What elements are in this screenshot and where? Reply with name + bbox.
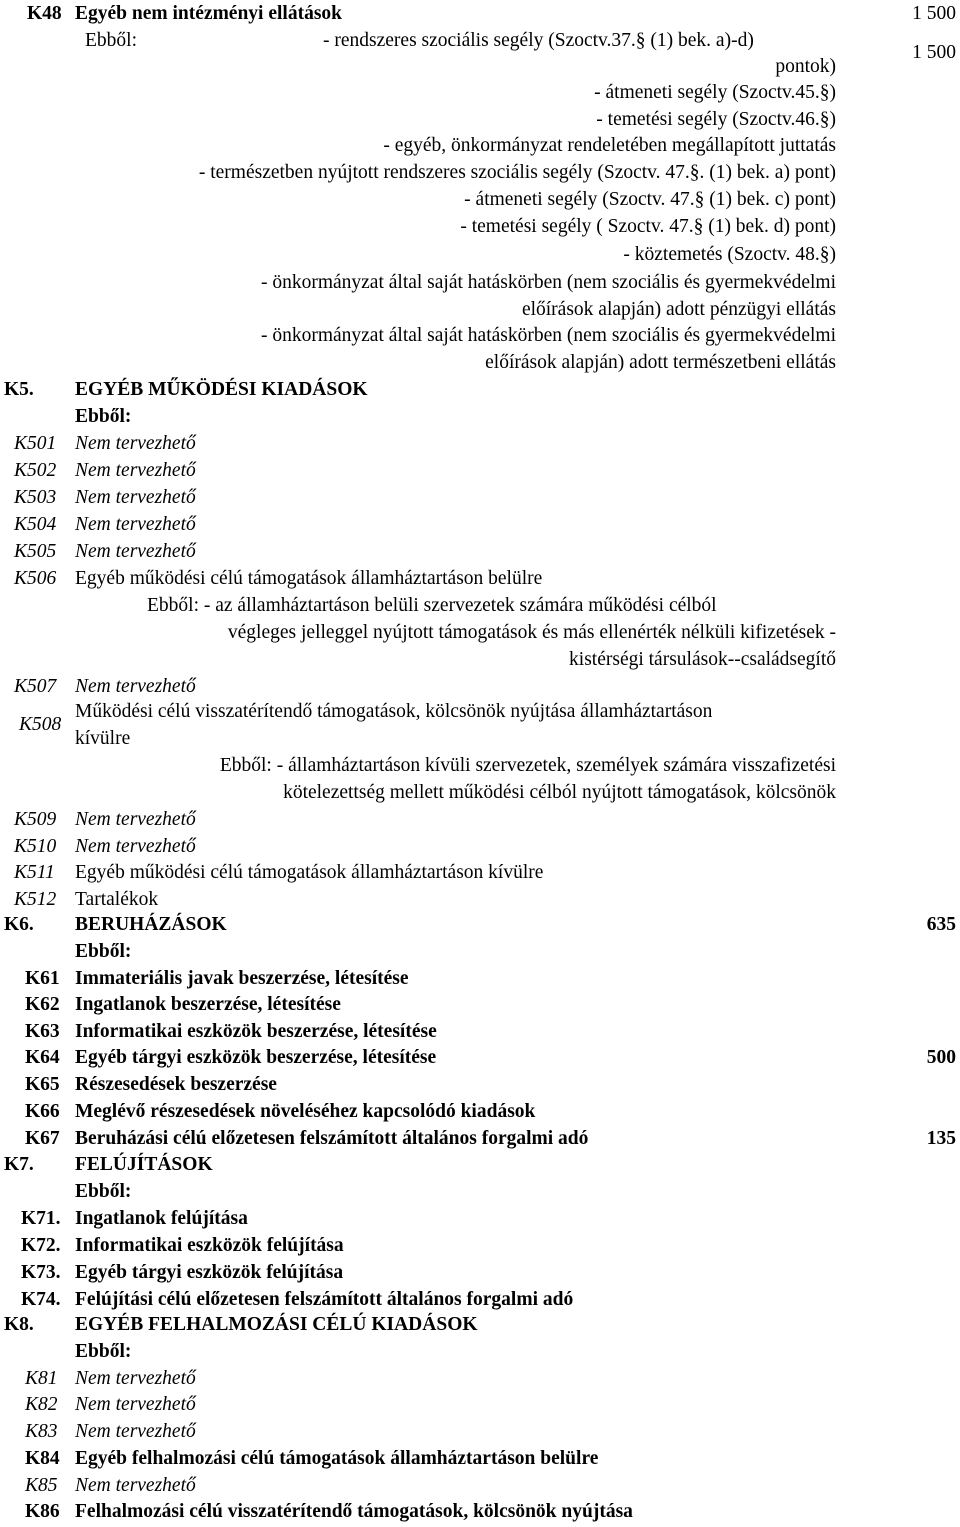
k506-detail-3: kistérségi társulások--családsegítő [569,649,836,670]
k66-code: K66 [25,1101,60,1122]
k48-line-koztemetes: - köztemetés (Szoctv. 48.§) [623,244,836,265]
k48-line-atmeneti: - átmeneti segély (Szoctv.45.§) [594,82,836,103]
k508-detail-1: Ebből: - államháztartáson kívüli szervezetek, személyek számára visszafizetési [219,755,836,776]
k86-code: K86 [25,1501,60,1522]
k48-title: Egyéb nem intézményi ellátások [75,3,343,24]
k510-text: Nem tervezhető [75,836,196,857]
k48-line-egyeb: - egyéb, önkormányzat rendeletében megállapított juttatás [383,135,836,156]
k504-text: Nem tervezhető [75,514,196,535]
k5-code: K5. [4,379,34,400]
k506-detail-1: Ebből: - az államháztartáson belüli szervezetek számára működési célból [147,595,717,616]
k81-code: K81 [25,1368,58,1389]
k64-amount: 500 [926,1047,956,1068]
k61-code: K61 [25,968,60,989]
k71-code: K71. [21,1208,61,1229]
k61-text: Immateriális javak beszerzése, létesítése [75,968,409,989]
k6-code: K6. [4,914,34,935]
k502-text: Nem tervezhető [75,460,196,481]
k48-line-penzugyi-1: - önkormányzat által saját hatáskörben (nem szociális és gyermekvédelmi [260,272,836,293]
k7-title: FELÚJÍTÁSOK [75,1154,213,1175]
k85-text: Nem tervezhető [75,1475,196,1496]
k48-line-temetesi-47: - temetési segély ( Szoctv. 47.§ (1) bek. d) pont) [460,216,836,237]
k48-line-temetesi: - temetési segély (Szoctv.46.§) [596,109,836,130]
k48-code: K48 [27,3,62,24]
k511-text: Egyéb működési célú támogatások államháztartáson kívülre [75,862,544,883]
k510-code: K510 [14,836,57,857]
k84-code: K84 [25,1448,60,1469]
k82-text: Nem tervezhető [75,1394,196,1415]
k8-ebbol-label: Ebből: [75,1341,132,1362]
k6-ebbol-label: Ebből: [75,941,132,962]
k74-text: Felújítási célú előzetesen felszámított általános forgalmi adó [75,1289,574,1310]
k85-code: K85 [25,1475,58,1496]
k508-text-1: Működési célú visszatérítendő támogatások, kölcsönök nyújtása államháztartáson [75,701,713,722]
k512-code: K512 [14,889,57,910]
k8-title: EGYÉB FELHALMOZÁSI CÉLÚ KIADÁSOK [75,1314,478,1335]
k65-code: K65 [25,1074,60,1095]
k8-code: K8. [4,1314,34,1335]
k48-amount: 1 500 [912,3,956,24]
k48-line-pontok: pontok) [775,56,836,77]
k67-amount: 135 [926,1128,956,1149]
k63-code: K63 [25,1021,60,1042]
k67-code: K67 [25,1128,60,1149]
k48-line-atmeneti-47: - átmeneti segély (Szoctv. 47.§ (1) bek. c) pont) [464,189,836,210]
k505-code: K505 [14,541,57,562]
k512-text: Tartalékok [75,889,159,910]
k504-code: K504 [14,514,57,535]
k64-text: Egyéb tárgyi eszközök beszerzése, létesítése [75,1047,437,1068]
k6-amount: 635 [926,914,956,935]
k509-code: K509 [14,809,57,830]
k508-detail-2: kötelezettség mellett működési célból nyújtott támogatások, kölcsönök [283,782,836,803]
k64-code: K64 [25,1047,60,1068]
k508-code: K508 [19,714,62,735]
k507-text: Nem tervezhető [75,676,196,697]
k73-text: Egyéb tárgyi eszközök felújítása [75,1262,344,1283]
k65-text: Részesedések beszerzése [75,1074,277,1095]
k86-text: Felhalmozási célú visszatérítendő támogatások, kölcsönök nyújtása [75,1501,633,1522]
k72-text: Informatikai eszközök felújítása [75,1235,344,1256]
k509-text: Nem tervezhető [75,809,196,830]
k506-detail-2: végleges jelleggel nyújtott támogatások és más ellenérték nélküli kifizetések - [227,622,836,643]
k63-text: Informatikai eszközök beszerzése, létesítése [75,1021,437,1042]
k503-code: K503 [14,487,57,508]
k48-line-termeszetbeni-2: előírások alapján) adott természetbeni ellátás [485,352,836,373]
k5-title: EGYÉB MŰKÖDÉSI KIADÁSOK [75,379,368,400]
k48-line-termeszetbeni-1: - önkormányzat által saját hatáskörben (nem szociális és gyermekvédelmi [260,325,836,346]
k501-code: K501 [14,433,57,454]
k6-title: BERUHÁZÁSOK [75,914,227,935]
k506-code: K506 [14,568,57,589]
k511-code: K511 [14,862,55,883]
k74-code: K74. [21,1289,61,1310]
k84-text: Egyéb felhalmozási célú támogatások államháztartáson belülre [75,1448,599,1469]
k83-text: Nem tervezhető [75,1421,196,1442]
k506-text: Egyéb működési célú támogatások államháztartáson belülre [75,568,543,589]
k82-code: K82 [25,1394,58,1415]
k503-text: Nem tervezhető [75,487,196,508]
k83-code: K83 [25,1421,58,1442]
k48-line-rendszeres-amount: 1 500 [912,42,956,63]
k48-line-rendszeres: - rendszeres szociális segély (Szoctv.37.§ (1) bek. a)-d) [323,30,754,51]
k62-code: K62 [25,994,60,1015]
k62-text: Ingatlanok beszerzése, létesítése [75,994,341,1015]
k72-code: K72. [21,1235,61,1256]
k507-code: K507 [14,676,57,697]
k71-text: Ingatlanok felújítása [75,1208,248,1229]
k67-text: Beruházási célú előzetesen felszámított általános forgalmi adó [75,1128,589,1149]
k508-text-2: kívülre [75,728,131,749]
k73-code: K73. [21,1262,61,1283]
k81-text: Nem tervezhető [75,1368,196,1389]
k5-ebbol-label: Ebből: [75,406,132,427]
k502-code: K502 [14,460,57,481]
k501-text: Nem tervezhető [75,433,196,454]
k7-code: K7. [4,1154,34,1175]
k505-text: Nem tervezhető [75,541,196,562]
k48-line-penzugyi-2: előírások alapján) adott pénzügyi ellátás [521,299,836,320]
k48-ebbol-label: Ebből: [85,30,137,51]
k7-ebbol-label: Ebből: [75,1181,132,1202]
k66-text: Meglévő részesedések növeléséhez kapcsolódó kiadások [75,1101,536,1122]
k48-line-termeszetben: - természetben nyújtott rendszeres szociális segély (Szoctv. 47.§. (1) bek. a) pont) [198,162,836,183]
